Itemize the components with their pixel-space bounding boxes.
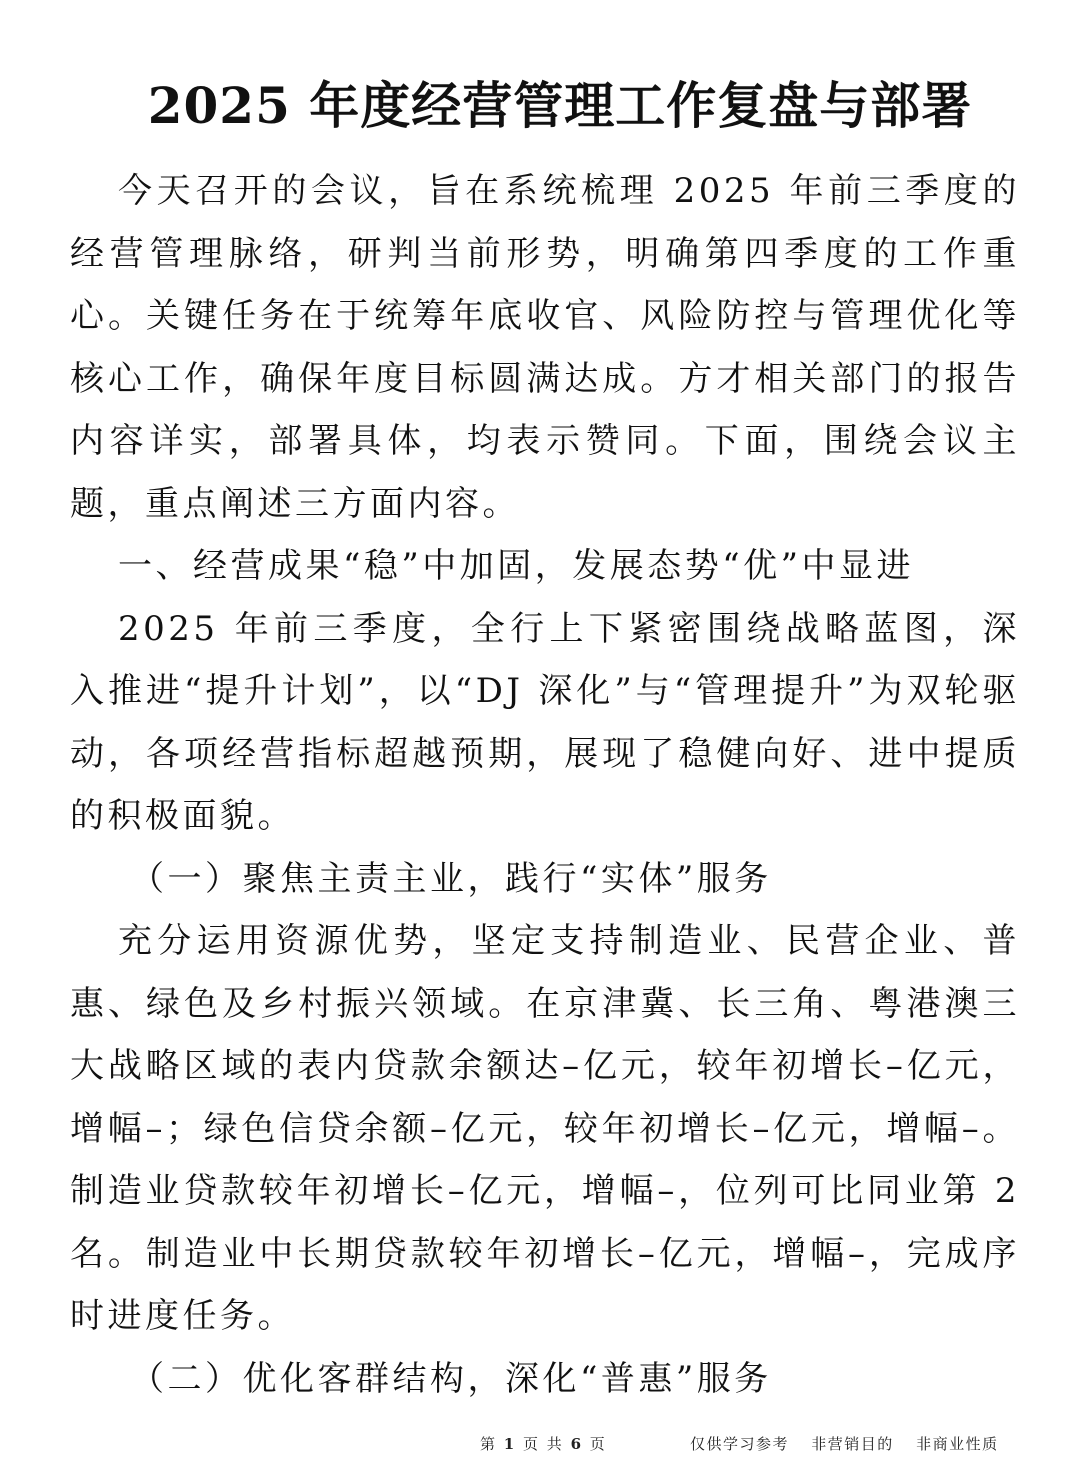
section-heading-1: 一、经营成果“稳”中加固，发展态势“优”中显进 xyxy=(118,546,915,586)
document-title: 2025 年度经营管理工作复盘与部署 xyxy=(147,76,973,135)
footer-note-1: 仅供学习参考 xyxy=(690,1435,790,1453)
page-suffix: 页 xyxy=(589,1435,607,1453)
page-total: 6 xyxy=(570,1435,584,1453)
subsection-heading-1: （一）聚焦主责主业，践行“实体”服务 xyxy=(130,858,772,899)
footer-note-2: 非营销目的 xyxy=(811,1435,894,1453)
page-prefix: 第 xyxy=(480,1435,498,1453)
subsection-heading-2: （二）优化客群结构，深化“普惠”服务 xyxy=(130,1358,772,1399)
section-1-paragraph: 2025 年前三季度，全行上下紧密围绕战略蓝图，深入推进“提升计划”，以“DJ 深化”与“管理提升”为双轮驱动，各项经营指标超越预期，展现了稳健向好、进中提质的积极面貌。 xyxy=(70,608,1020,836)
document-body xyxy=(70,160,1020,1410)
footer-note-3: 非商业性质 xyxy=(916,1435,999,1453)
page-mid: 页 共 xyxy=(523,1435,564,1453)
page-current: 1 xyxy=(503,1435,517,1453)
footer-notes xyxy=(690,1432,999,1456)
page-number xyxy=(480,1432,607,1456)
intro-paragraph: 今天召开的会议，旨在系统梳理 2025 年前三季度的经营管理脉络，研判当前形势，明确第四季度的工作重心。关键任务在于统筹年底收官、风险防控与管理优化等核心工作，确保年度目标圆满达成。方才相关部门的报告内容详实，部署具体，均表示赞同。下面，围绕会议主题，重点阐述三方面内容。 xyxy=(70,171,1020,524)
subsection-1-paragraph: 充分运用资源优势，坚定支持制造业、民营企业、普惠、绿色及乡村振兴领域。在京津冀、长三角、粤港澳三大战略区域的表内贷款余额达–亿元，较年初增长–亿元，增幅–；绿色信贷余额–亿元，较年初增长–亿元，增幅–。制造业贷款较年初增长–亿元，增幅–，位列可比同业第 2 名。制造业中长期贷款较年初增长–亿元，增幅–，完成序时进度任务。 xyxy=(70,921,1020,1336)
